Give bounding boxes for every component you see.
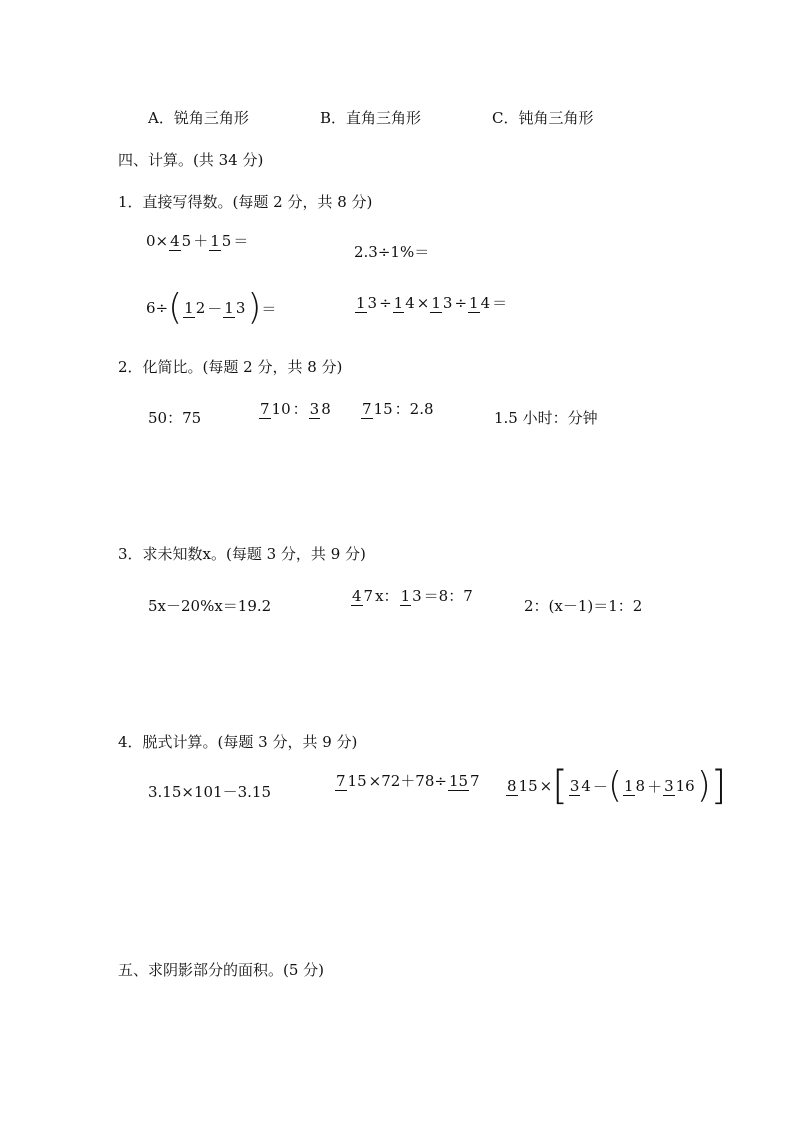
q3-title: 3．求未知数x。(每题 3 分，共 9 分)	[118, 545, 366, 563]
q2-title: 2．化简比。(每题 2 分，共 8 分)	[118, 358, 343, 376]
fraction: 7 10	[260, 399, 291, 418]
q2-expr-2	[258, 398, 333, 419]
operator: ÷	[379, 293, 392, 312]
expr-text: 6÷	[146, 299, 169, 317]
right-paren: )	[696, 765, 711, 806]
fraction: 4 5	[170, 231, 192, 250]
q4-expr-1: 3.15×101－3.15	[148, 783, 271, 801]
equals: ＝	[233, 232, 249, 250]
q4-title: 4．脱式计算。(每题 3 分，共 9 分)	[118, 733, 358, 751]
q1-expr-1	[146, 230, 248, 251]
left-bracket: [	[552, 763, 568, 809]
fraction: 1 4	[393, 293, 415, 312]
fraction: 3 4	[569, 777, 591, 795]
section5-heading: 五、求阴影部分的面积。(5 分)	[118, 961, 325, 979]
expr-text: ×	[539, 777, 553, 795]
fraction: 1 3	[400, 586, 422, 605]
fraction: 7 15	[362, 399, 393, 418]
fraction: 1 3	[224, 299, 246, 317]
expr-text: 0×	[146, 231, 169, 250]
q1-title: 1．直接写得数。(每题 2 分，共 8 分)	[118, 193, 373, 211]
section4-heading: 四、计算。(共 34 分)	[118, 151, 264, 169]
fraction: 1 5	[210, 231, 232, 250]
q3-expr-1: 5x－20%x＝19.2	[148, 597, 272, 615]
ratio-sign: ：	[292, 400, 308, 418]
q1-expr-2: 2.3÷1%＝	[354, 243, 430, 261]
operator: ＋	[647, 777, 663, 796]
fraction: 1 3	[431, 293, 453, 312]
ratio-sign: ：	[394, 400, 410, 418]
fraction: 1 2	[184, 299, 206, 317]
right-bracket: ]	[710, 763, 727, 809]
fraction: 8 15	[507, 777, 538, 795]
fraction: 3 8	[309, 399, 331, 418]
q1-expr-4	[354, 292, 507, 313]
operator: －	[207, 299, 223, 318]
q3-expr-3: 2：(x－1)＝1：2	[524, 597, 643, 615]
fraction: 7 15	[336, 771, 367, 790]
expr-text: x：	[375, 587, 399, 605]
q2-expr-3	[360, 398, 434, 419]
q2-expr-1: 50：75	[148, 409, 202, 427]
q4-expr-2	[334, 770, 482, 791]
fraction: 1 8	[623, 777, 646, 795]
fraction: 1 4	[469, 293, 491, 312]
fraction: 1 3	[356, 293, 378, 312]
q4-expr-3	[505, 763, 727, 809]
equals: ＝	[492, 294, 508, 312]
fraction: 4 7	[352, 586, 374, 605]
q2-expr-4: 1.5 小时：分钟	[494, 409, 598, 427]
left-paren: (	[168, 287, 183, 328]
choice-a: A．锐角三角形	[148, 109, 249, 127]
operator: ÷	[454, 293, 468, 312]
q1-expr-3	[146, 287, 277, 328]
left-paren: (	[607, 765, 622, 806]
operator: ×	[416, 293, 430, 312]
equals: ＝	[261, 299, 277, 318]
q3-expr-2	[350, 585, 473, 606]
right-paren: )	[247, 287, 262, 328]
expr-text: ＝8：7	[423, 587, 473, 605]
operator: ＋	[193, 232, 209, 250]
choice-b: B．直角三角形	[320, 109, 422, 127]
expr-text: 2.8	[409, 399, 434, 418]
fraction: 3 16	[664, 777, 695, 795]
operator: －	[592, 777, 608, 796]
fraction: 15 7	[448, 771, 480, 790]
expr-text: ×72＋78÷	[368, 772, 447, 790]
choice-c: C．钝角三角形	[492, 109, 594, 127]
